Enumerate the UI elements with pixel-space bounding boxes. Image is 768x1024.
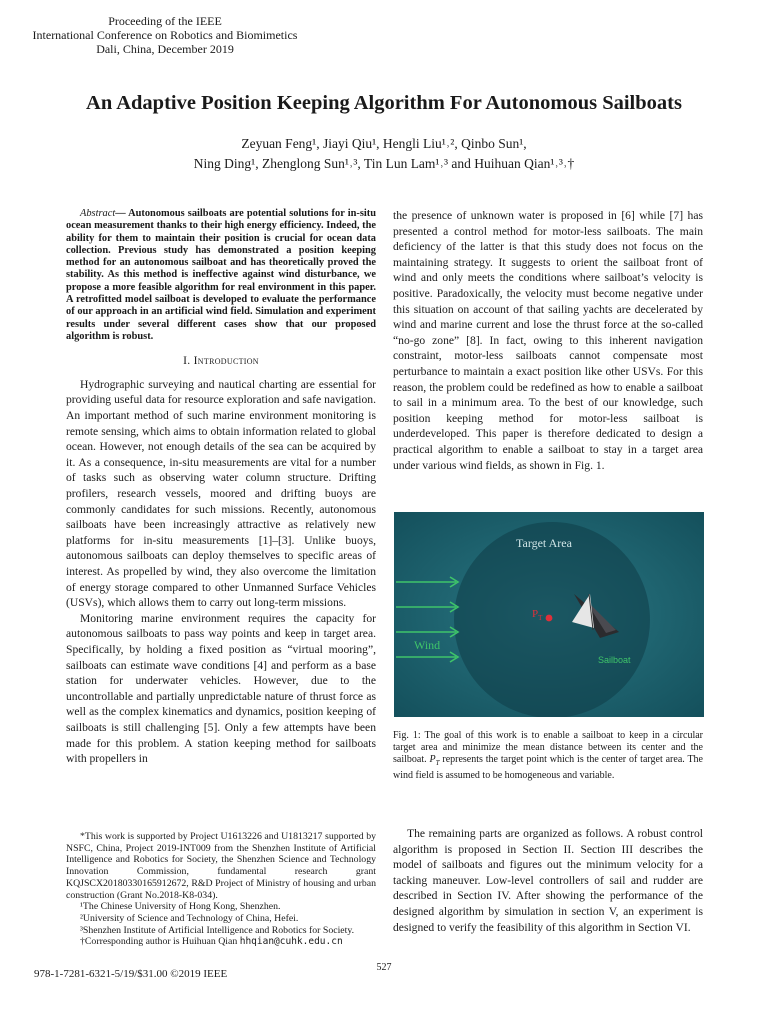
- right-column-lower: [393, 826, 703, 935]
- affiliation-3: ³Shenzhen Institute of Artificial Intelligence and Robotics for Society.: [80, 924, 355, 936]
- sailboat-label: Sailboat: [598, 655, 631, 665]
- figure-1-caption: Fig. 1: The goal of this work is to enable a sailboat to keep in a circular target area and minimize the mean distance between its center and the sailboat. $P_T$ represents the target point which is the center of target area. The wind field is assumed to be homogeneous and variable.: [393, 730, 703, 781]
- copyright-notice: 978-1-7281-6321-5/19/$31.00 ©2019 IEEE: [34, 968, 228, 980]
- paragraph-3: the presence of unknown water is proposed in [6] while [7] has presented a control method for motor-less sailboats. The main deficiency of the latter is that this study does not focus on the maintaining strategy. It suggests to orient the sailboat front of wind and only meets the conditions where sailboat’s velocity is positive. Paradoxically, the velocity must become negative under this situation on account of that sailing yachts are decelerated by wind and marine current and lose the thrust force at the so-called “no-go zone” [8]. In fact, owing to this inherent navigation constraint, motor-less sailboats cannot compensate most perturbance to maintain a exact position like other USVs. For this reason, the problem could be redefined as how to enable a sailboat to sail in a minimum area. To the best of our knowledge, such position keeping method for motor-less sailboat is underdeveloped. This paper is therefore dedicated to design a practical algorithm to enable a sailboat to stay in a target area under various wind fields, as shown in Fig. 1.: [393, 209, 703, 472]
- header-line-3: Dali, China, December 2019: [96, 42, 234, 56]
- header-line-2: International Conference on Robotics and Biomimetics: [32, 28, 298, 42]
- section-heading-introduction: I. Introduction: [183, 354, 259, 368]
- left-column: [66, 208, 376, 767]
- wind-label: Wind: [414, 638, 441, 652]
- abstract: [66, 208, 376, 343]
- target-point-label: $P_T$: [532, 608, 543, 623]
- target-point-marker: [546, 615, 553, 622]
- paragraph-4: The remaining parts are organized as follows. A robust control algorithm is proposed in Section II. Section III describes the model of sailboats and figures out the minimum velocity for a tacking maneuver. Low-level controllers of sail and rudder are described in Section IV. After showing the performance of the designed algorithm by simulation in section V, an experiment is designed to verify the feasibility of this algorithm in Section VI.: [393, 827, 703, 934]
- target-area-label: Target Area: [516, 536, 572, 550]
- conference-header: [0, 14, 330, 56]
- paper-title: An Adaptive Position Keeping Algorithm For Autonomous Sailboats: [86, 92, 682, 114]
- author-list: [0, 134, 768, 174]
- footnotes: [66, 828, 376, 948]
- abstract-label: Abstract: [80, 208, 116, 219]
- author-line-2: Ning Ding¹, Zhenglong Sun¹˒³, Tin Lun Lam¹˒³ and Huihuan Qian¹˒³˒†: [193, 156, 575, 171]
- paragraph-2: Monitoring marine environment requires the capacity for autonomous sailboats to pass way points and keep in target area. Specifically, by holding a fixed position as “virtual mooring”, sailboats can estimate wave conditions [4] and perform as a base station for underwater vehicles. However, due to the uncontrollable and partially unpredictable nature of thrust force as well as the complex kinematics and dynamics, position keeping of sailboats is still challenging [5]. Only a few attempts have been made for this problem. A station keeping method for sailboats with propellers in: [66, 611, 376, 766]
- header-line-1: Proceeding of the IEEE: [108, 14, 222, 28]
- affiliation-1: ¹The Chinese University of Hong Kong, Shenzhen.: [80, 901, 281, 913]
- email-link[interactable]: hhqian@cuhk.edu.cn: [239, 936, 343, 948]
- affiliation-2: ²University of Science and Technology of China, Hefei.: [80, 912, 299, 924]
- figure-1-image: [394, 512, 704, 717]
- author-line-1: Zeyuan Feng¹, Jiayi Qiu¹, Hengli Liu¹˒², Qinbo Sun¹,: [241, 136, 527, 151]
- page-number: 527: [376, 962, 392, 973]
- funding-footnote: *This work is supported by Project U1613226 and U1813217 supported by NSFC, China, Project 2019-INT009 from the Shenzhen Institute of Artificial Intelligence and Robotics for Society, the Shenzhen Science and Technology Innovation Commission, fundamental research grant KQJSCX20180330165912672, R&D Project of Ministry of housing and urban construction (Grant No.2018-K8-034).: [66, 831, 376, 901]
- paragraph-1: Hydrographic surveying and nautical charting are essential for providing useful data for resource exploration and safe navigation. An important method of such marine environment monitoring is remote sensing, which aims to obtain information related to global ocean. However, not enough details of the sea can be acquired by it. As a consequence, in-situ measurements are vital for a number of tasks such as observing water column structure. Drifting profilers, research vessels, moored and drifting buoys are commonly candidates for such missions. Recently, autonomous sailboats have been increasingly attractive as relatively new platforms for in-situ measurements [1]–[3]. Unlike buoys, autonomous sailboats can deploy themselves to specific areas of interest. As propelled by wind, they also overcome the limitation of energy storage compared to other Unmanned Surface Vehicles (USVs), which allows them to carry out long-term missions.: [66, 377, 376, 610]
- abstract-text: — Autonomous sailboats are potential solutions for in-situ ocean measurement thanks to their high energy efficiency. Indeed, the ability for them to maintain their position is crucial for ocean data collection. Previous study has demonstrated a position keeping method for an autonomous sailboat and has theoretically proved the stability. As this method is ineffective against wind disturbance, we propose a more feasible algorithm for real environment in this paper. A retrofitted model sailboat is developed to evaluate the performance of our approach in an artificial wind field. Simulation and experiment results under several different cases show that our proposed algorithm is robust.: [66, 208, 376, 342]
- right-column: [393, 208, 703, 473]
- corresponding-author: †Corresponding author is Huihuan Qian hhqian@cuhk.edu.cn: [80, 936, 343, 948]
